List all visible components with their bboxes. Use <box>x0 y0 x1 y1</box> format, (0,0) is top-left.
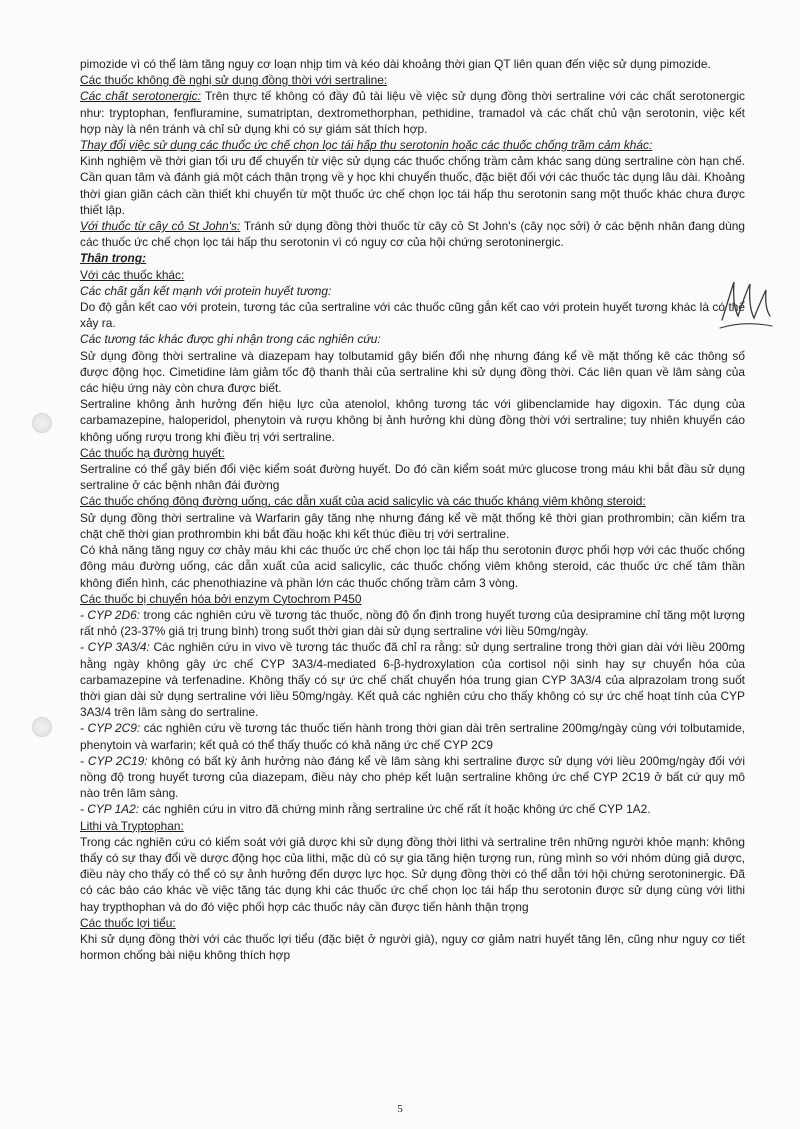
paragraph <box>80 639 745 720</box>
paragraph: Do độ gắn kết cao với protein, tương tác của sertraline với các thuốc cũng gắn kết cao với protein huyết tương khác là có thể xảy ra. <box>80 300 745 331</box>
paragraph <box>80 720 745 752</box>
section-heading: Các thuốc hạ đường huyết: <box>80 445 225 460</box>
paragraph-text: Trên thực tế không có đầy đủ tài liệu về việc sử dụng đồng thời sertraline với các chất serotonergic như: tryptophan, fenfluramine, sumatriptan, dextromethorphan, pethidine, tramadol và các chất chủ vận serotonin, việc kết hợp này là nên tránh và chỉ sử dụng khi có sự giám sát thích hợp. <box>80 89 746 136</box>
paragraph <box>80 88 745 137</box>
list-label: - CYP 2C9: <box>80 721 141 736</box>
paragraph: Sertraline có thể gây biến đổi việc kiểm soát đường huyết. Do đó cần kiểm soát mức glucose trong máu khi bắt đầu sử dụng sertraline ở các bệnh nhân đái đường <box>80 462 745 493</box>
subsection-heading: Với thuốc từ cây cỏ St John's: <box>80 219 241 234</box>
paragraph: Sử dụng đồng thời sertraline và Warfarin gây tăng nhẹ nhưng đáng kể về mặt thống kê thời gian prothrombin; cần kiểm tra chặt chẽ thời gian prothrombin khi bắt đầu hoặc khi kết thúc điều trị với sertraline. <box>80 510 745 541</box>
page-number: 5 <box>397 1103 403 1115</box>
subsection-heading: Thay đổi việc sử dụng các thuốc ức chế chọn lọc tái hấp thu serotonin hoặc các thuốc chống trầm cảm khác: <box>80 138 653 153</box>
list-text: Các nghiên cứu in vivo về tương tác thuốc đã chỉ ra rằng: sử dụng sertraline trong thời gian dài với liều 200mg hằng ngày không gây ức chế CYP 3A3/4-mediated 6-β-hydroxylation của cortisol nội sinh hay sự chuyển hóa của carbamazepine và terfenadine. Không thấy có sự ức chế chất chuyển hóa trung gian CYP 3A3/4 của alprazolam trong suốt thời gian dài sử dụng sertraline với liều 50mg/ngày. Kết quả các nghiên cứu cho thấy không có sự ức chế hoạt tính của CYP 3A3/4 trên lâm sàng do sertraline. <box>80 640 746 720</box>
paragraph: Kinh nghiệm về thời gian tối ưu để chuyển từ việc sử dụng các thuốc chống trầm cảm khác sang dùng sertraline còn hạn chế. Cần quan tâm và đánh giá một cách thận trọng về y học khi chuyển thuốc, đặc biệt đối với các thuốc tác dụng lâu dài. Khoảng thời gian giãn cách cần thiết khi chuyển từ một thuốc ức chế chọn lọc tái hấp thu serotonin sang một thuốc khác chưa được thiết lập. <box>80 154 745 217</box>
list-label: - CYP 2D6: <box>80 607 140 622</box>
paragraph-text: Tránh sử dụng đồng thời thuốc từ cây cỏ St John's (cây nọc sởi) ở các bệnh nhân đang dùng các thuốc ức chế chọn lọc tái hấp thu serotonin vì có nguy cơ của hội chứng serotoninergic. <box>80 219 745 250</box>
punch-hole <box>32 413 52 433</box>
section-heading: Các thuốc lợi tiểu: <box>80 915 176 930</box>
signature-mark <box>718 276 774 336</box>
subsection-heading: Các tương tác khác được ghi nhận trong các nghiên cứu: <box>80 332 381 347</box>
paragraph: pimozide vì có thể làm tăng nguy cơ loạn nhịp tim và kéo dài khoảng thời gian QT liên quan đến việc sử dụng pimozide. <box>80 57 711 71</box>
section-heading: Lithi và Tryptophan: <box>80 818 184 833</box>
section-heading: Với các thuốc khác: <box>80 267 185 282</box>
paragraph <box>80 753 745 802</box>
list-text: không có bất kỳ ảnh hưởng nào đáng kể về lâm sàng khi sertraline được sử dụng với liều 200mg/ngày đối với nồng độ trong huyết tương của diazepam, điều này cho phép kết luận sertraline không ức chế CYP 2C19 ở bất cứ quy mô nào trên lâm sàng. <box>80 753 745 801</box>
paragraph: Có khả năng tăng nguy cơ chảy máu khi các thuốc ức chế chọn lọc tái hấp thu serotonin được phối hợp với các thuốc chống đông máu đường uống, các dẫn xuất của acid salicylic, các thuốc chống viêm không steroid, các thuốc ức chế tâm thần không điển hình, các phenothiazine và phần lớn các thuốc chống trầm cảm 3 vòng. <box>80 543 745 590</box>
list-text: trong các nghiên cứu về tương tác thuốc, nồng độ ổn định trong huyết tương của desipramine chỉ tăng một lượng rất nhỏ (23-37% giá trị trung bình) trong suốt thời gian dài sử dụng sertraline với liều 50mg/ngày. <box>80 607 745 639</box>
list-text: các nghiên cứu in vitro đã chứng minh rằng sertraline ức chế rất ít hoặc không ức chế CYP 1A2. <box>139 802 651 817</box>
section-heading: Các thuốc không đề nghị sử dụng đồng thời với sertraline: <box>80 73 388 88</box>
paragraph <box>80 607 745 639</box>
section-heading: Các thuốc bị chuyển hóa bởi enzym Cytochrom P450 <box>80 591 362 606</box>
subsection-heading: Các chất gắn kết mạnh với protein huyết tương: <box>80 283 332 298</box>
section-heading: Các thuốc chống đông đường uống, các dẫn xuất của acid salicylic và các thuốc kháng viêm không steroid: <box>80 494 646 509</box>
paragraph: Sertraline không ảnh hưởng đến hiệu lực của atenolol, không tương tác với glibenclamide hay digoxin. Tác dụng của carbamazepine, haloperidol, phenytoin và rượu không bị ảnh hưởng khi dùng đồng thời với sertraline; tuy nhiên khuyến cáo không uống rượu trong khi điều trị với sertraline. <box>80 397 745 444</box>
paragraph <box>80 218 745 250</box>
list-label: - CYP 3A3/4: <box>80 640 150 655</box>
list-text: các nghiên cứu về tương tác thuốc tiến hành trong thời gian dài trên sertraline 200mg/ngày cùng với tolbutamide, phenytoin và warfarin; kết quả có thể thấy thuốc có khả năng ức chế CYP 2C9 <box>80 721 745 752</box>
paragraph <box>80 801 745 817</box>
list-label: - CYP 1A2: <box>80 802 140 817</box>
punch-hole <box>32 717 52 737</box>
list-label: - CYP 2C19: <box>80 753 148 768</box>
section-heading: Thận trọng: <box>80 251 147 266</box>
paragraph: Trong các nghiên cứu có kiểm soát với giả dược khi sử dụng đồng thời lithi và sertraline trên những người khỏe mạnh: không thấy có sự thay đổi về dược động học của lithi, mặc dù có sự gia tăng hiện tượng run, rùng mình so với nhóm dùng giả dược, điều này cho thấy có thể có sự ảnh hưởng đến dược lực học. Sử dụng đồng thời có thể dẫn tới hội chứng serotoninergic. Đã có các báo cáo khác về việc tăng tác dụng khi các thuốc ức chế chọn lọc tái hấp thu serotonin được sử dụng cùng với lithi hay trypthophan và do đó việc phối hợp các thuốc này cần được tiến hành thận trọng <box>80 834 745 914</box>
paragraph: Sử dụng đồng thời sertraline và diazepam hay tolbutamid gây biến đổi nhẹ nhưng đáng kể về mặt thống kê các thông số được động học. Cimetidine làm giảm tốc độ thanh thải của sertraline khi sử dụng đồng thời. Các liên quan về lâm sàng của các hiệu ứng này còn chưa được biết. <box>80 348 745 396</box>
document-body <box>80 56 745 963</box>
subsection-heading: Các chất serotonergic: <box>80 89 201 104</box>
paragraph: Khi sử dụng đồng thời với các thuốc lợi tiểu (đặc biệt ở người già), nguy cơ giảm natri huyết tăng lên, cũng như nguy cơ tiết hormon chống bài niệu không thích hợp <box>80 931 745 963</box>
